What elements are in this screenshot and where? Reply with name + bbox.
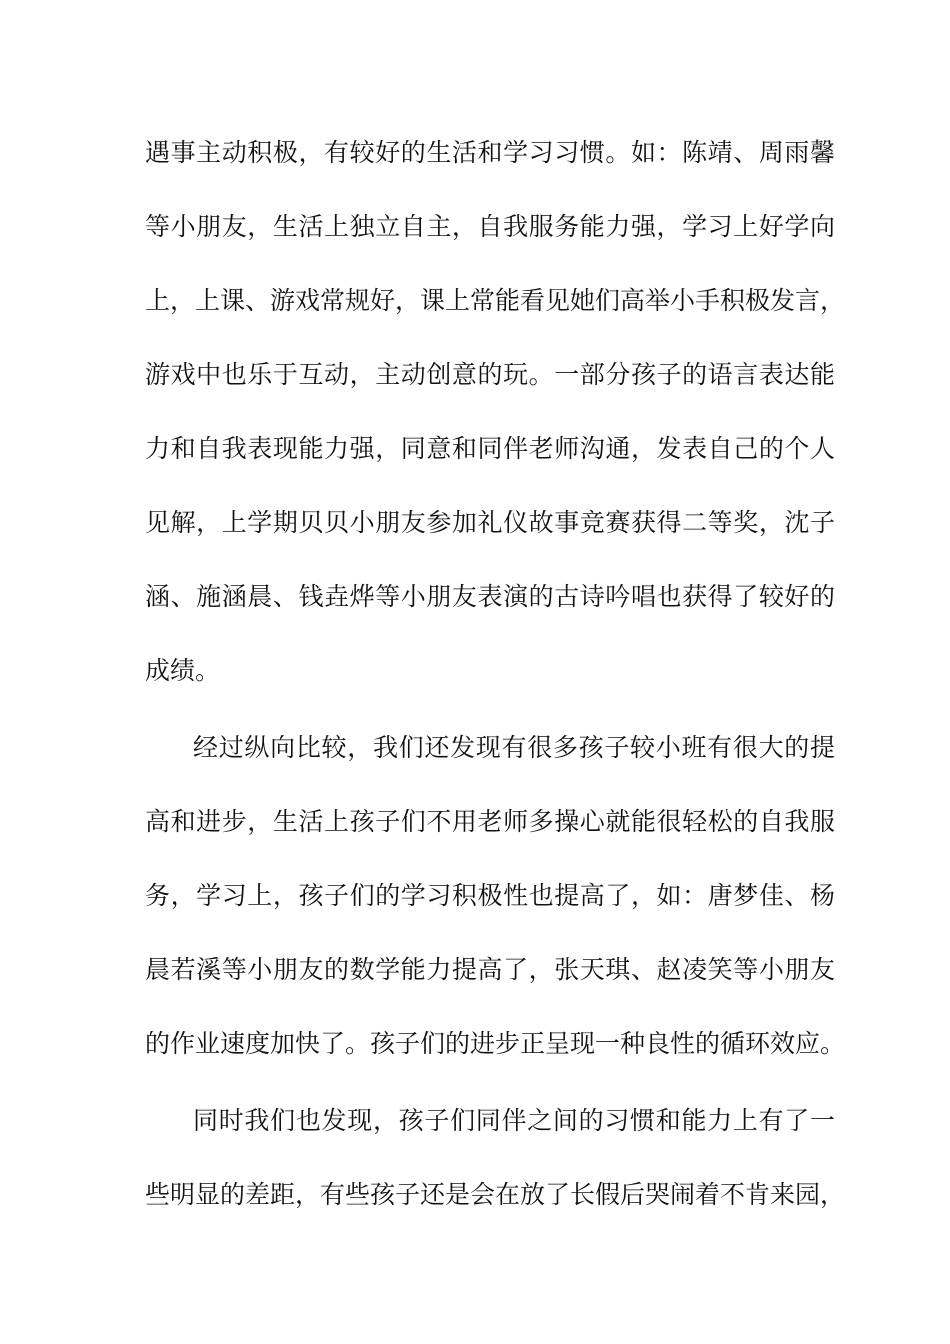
- text-line: 遇事主动积极，有较好的生活和学习习惯。如：陈靖、周雨馨: [145, 138, 835, 167]
- text-line: 成绩。: [145, 656, 221, 685]
- paragraph-first-line: 经过纵向比较，我们还发现有很多孩子较小班有很大的提: [193, 733, 835, 762]
- text-line: 游戏中也乐于互动，主动创意的玩。一部分孩子的语言表达能: [145, 360, 835, 389]
- text-line: 务，学习上，孩子们的学习积极性也提高了，如：唐梦佳、杨: [145, 881, 835, 910]
- text-line: 见解，上学期贝贝小朋友参加礼仪故事竞赛获得二等奖，沈子: [145, 508, 835, 537]
- text-line: 些明显的差距，有些孩子还是会在放了长假后哭闹着不肯来园，: [145, 1180, 846, 1209]
- text-line: 等小朋友，生活上独立自主，自我服务能力强，学习上好学向: [145, 212, 835, 241]
- text-line: 力和自我表现能力强，同意和同伴老师沟通，发表自己的个人: [145, 434, 835, 463]
- text-line: 上，上课、游戏常规好，课上常能看见她们高举小手积极发言，: [145, 286, 846, 315]
- text-line: 涵、施涵晨、钱垚烨等小朋友表演的古诗吟唱也获得了较好的: [145, 582, 835, 611]
- paragraph-first-line: 同时我们也发现，孩子们同伴之间的习惯和能力上有了一: [193, 1106, 835, 1135]
- text-line: 晨若溪等小朋友的数学能力提高了，张天琪、赵凌笑等小朋友: [145, 955, 835, 984]
- text-line: 高和进步，生活上孩子们不用老师多操心就能很轻松的自我服: [145, 807, 835, 836]
- text-line: 的作业速度加快了。孩子们的进步正呈现一种良性的循环效应。: [145, 1029, 846, 1058]
